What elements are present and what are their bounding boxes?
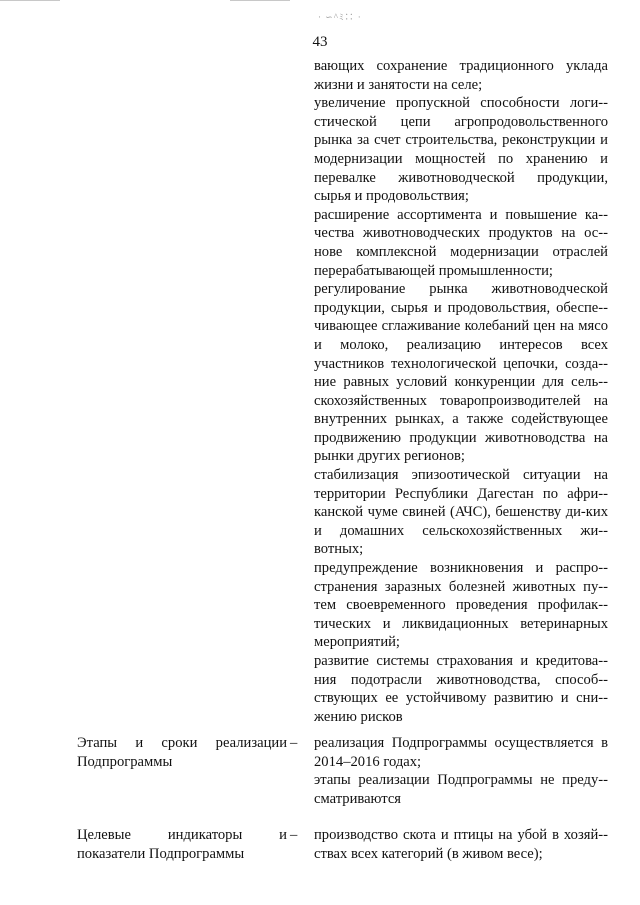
indicators-value (314, 826, 608, 863)
top-edge-line-left (0, 0, 60, 1)
indicators-dash: – (290, 827, 298, 843)
list-item: увеличение пропускной способности логи-стической цепи агропродовольственного рынка за счет строительства, реконструкции и модернизации мощностей по хранению и перевалке животноводческой продукции, сырья и продовольствия; (314, 95, 608, 205)
stages-label (77, 734, 300, 771)
list-item: развитие системы страхования и кредитова-ния подотрасли животноводства, способ-ствующих ее устойчивому развитию и сни-жению рисков (314, 653, 608, 725)
indicators-label-line2: показатели Подпрограммы (77, 845, 245, 862)
stages-value-item: реализация Подпрограммы осуществляется в 2014–2016 годах; (314, 735, 608, 770)
stages-dash: – (290, 735, 298, 751)
list-item: предупреждение возникновения и распро-странения заразных болезней животных пу-тем своевременного проведения профилак-тических и ликвидационных ветеринарных мероприятий; (314, 560, 608, 651)
page-number: 43 (312, 34, 328, 50)
goals-continued-list (314, 57, 608, 726)
scan-mark: · ∽^ﾐ∷ · (318, 12, 362, 22)
indicators-value-item: производство скота и птицы на убой в хозяй-ствах всех категорий (в живом весе); (314, 827, 608, 862)
stages-label-line2: Подпрограммы (77, 753, 173, 770)
list-item: регулирование рынка животноводческой продукции, сырья и продовольствия, обеспе-чивающее сглаживание колебаний цен на мясо и молоко, реализацию интересов всех участников технологической цепочки, созда-ние равных условий конкуренции для сель-скохозяйственных товаропроизводителей на внутренних рынках, а также содействующее продвижению продукции животноводства на рынки других регионов; (314, 281, 608, 465)
stages-value (314, 734, 608, 808)
top-edge-line-right (230, 0, 290, 1)
list-item: стабилизация эпизоотической ситуации на территории Республики Дагестан по афри-канской чуме свиней (АЧС), бешенству ди-ких и домашних сельскохозяйственных жи-вотных; (314, 467, 608, 558)
stages-label-line1: Этапы и сроки реализации (77, 735, 287, 751)
indicators-label-line1: Целевые индикаторы и (77, 827, 287, 843)
list-item: вающих сохранение традиционного уклада жизни и занятости на селе; (314, 58, 608, 93)
list-item: расширение ассортимента и повышение ка-чества животноводческих продуктов на ос-нове комплексной модернизации отраслей перерабатывающей промышленности; (314, 206, 608, 279)
stages-value-item: этапы реализации Подпрограммы не преду-сматриваются (314, 772, 608, 807)
indicators-label (77, 826, 300, 863)
